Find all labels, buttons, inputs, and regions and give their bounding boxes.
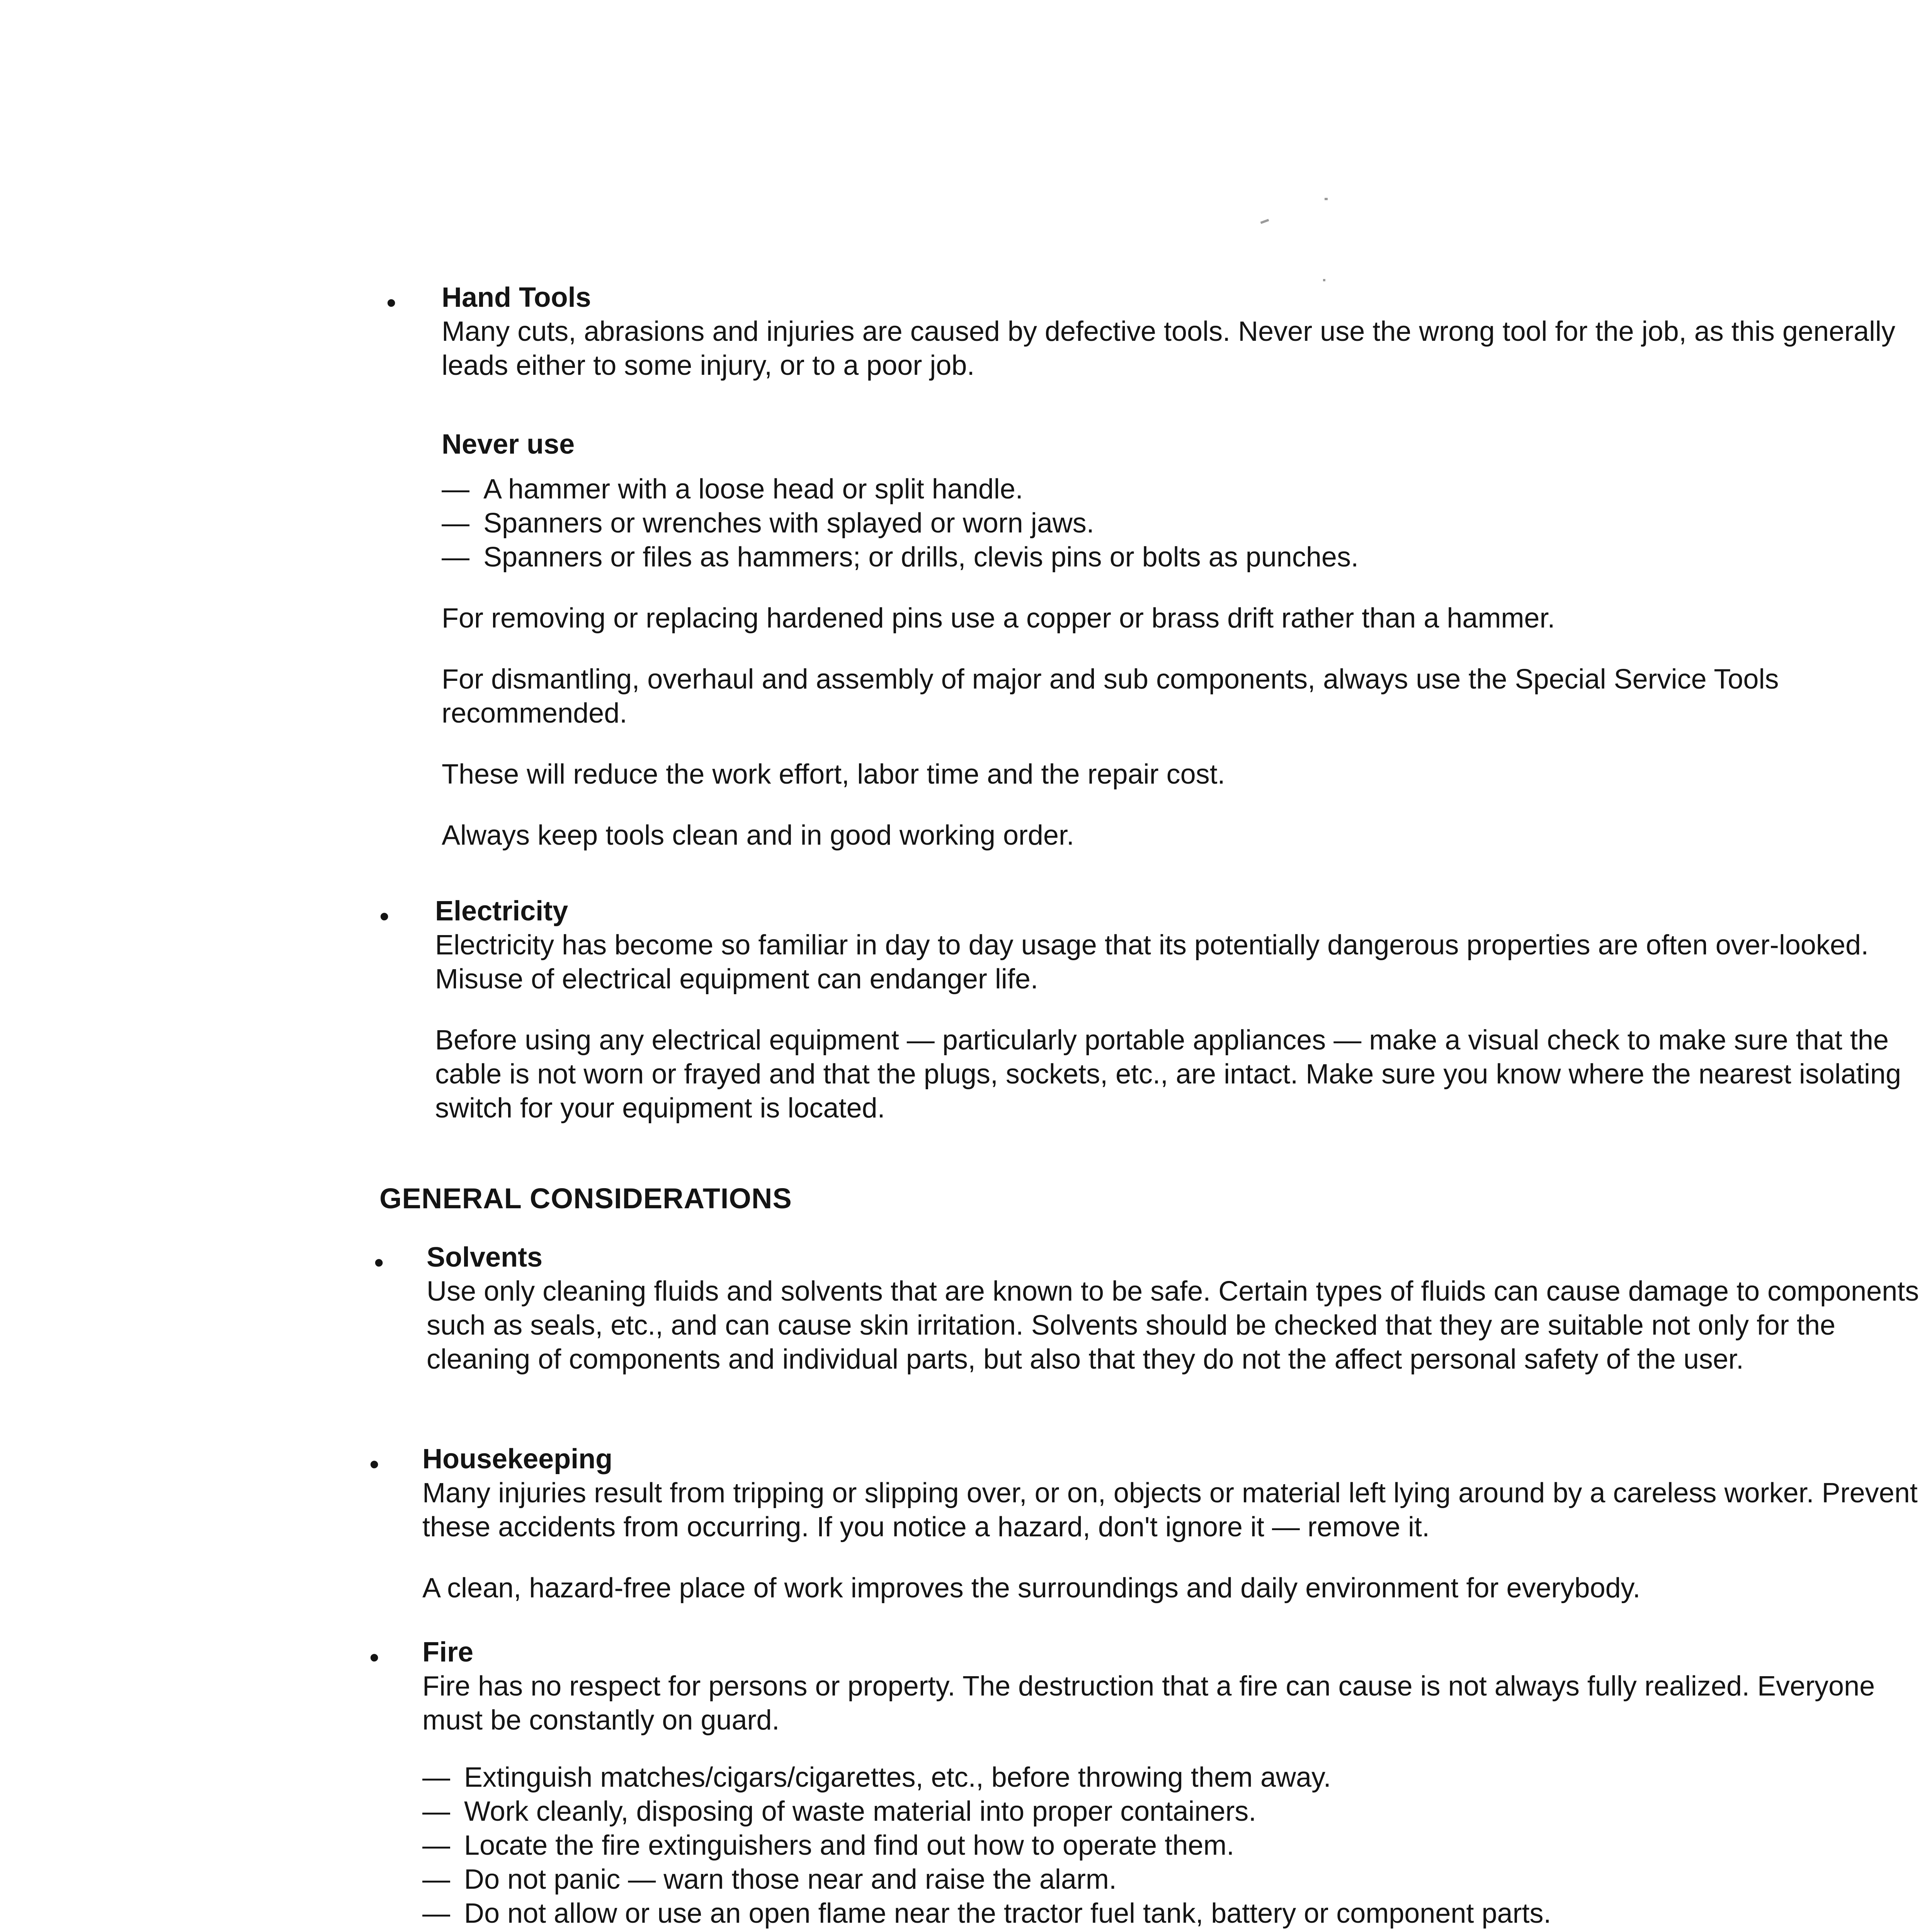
bullet: • [369,1642,379,1673]
bullet: • [379,901,389,932]
solvents-paragraph: Use only cleaning fluids and solvents that are known to be safe. Certain types of fluids can cause damage to components such as seals, etc., and can cause skin irritation. Solvents should be checked that they are suitable not only for the cleaning of components and individual parts, but also that they do not the affect personal safety of the user. [427,1276,1919,1375]
hand-tools-dismantling-paragraph: For dismantling, overhaul and assembly of major and sub components, always use the Special Service Tools recommended. [442,664,1779,729]
housekeeping-paragraph-1: Many injuries result from tripping or slipping over, or on, objects or material left lying around by a careless worker. Prevent these accidents from occurring. If you notice a hazard, don't ignore it — remove it. [422,1478,1918,1543]
hand-tools-heading: Hand Tools [442,282,591,313]
housekeeping-paragraph-2: A clean, hazard-free place of work improves the surroundings and daily environment for everybody. [422,1573,1641,1604]
fire-paragraph: Fire has no respect for persons or property. The destruction that a fire can cause is not always fully realized. Everyone must be constantly on guard. [422,1671,1875,1736]
list-item: — A hammer with a loose head or split handle. [442,472,1932,506]
never-use-heading: Never use [442,429,575,460]
housekeeping-heading: Housekeeping [422,1444,613,1475]
list-item: — Do not allow or use an open flame near the tractor fuel tank, battery or component parts. [422,1896,1932,1930]
fire-heading: Fire [422,1637,474,1668]
electricity-heading: Electricity [435,896,568,927]
section-electricity [435,894,1932,1125]
list-item: — Spanners or wrenches with splayed or worn jaws. [442,506,1932,540]
bullet: • [374,1247,384,1278]
hand-tools-intro: Many cuts, abrasions and injuries are caused by defective tools. Never use the wrong tool for the job, as this generally leads either to some injury, or to a poor job. [442,316,1896,381]
hand-tools-reduce-paragraph: These will reduce the work effort, labor time and the repair cost. [442,759,1225,790]
electricity-paragraph-2: Before using any electrical equipment — particularly portable appliances — make a visual check to make sure that the cable is not worn or frayed and that the plugs, sockets, etc., are intact. Make sure you know where the nearest isolating switch for your equipment is located. [435,1025,1901,1124]
bullet: • [386,287,396,318]
list-item: — Do not panic — warn those near and raise the alarm. [422,1862,1932,1896]
general-considerations-heading: GENERAL CONSIDERATIONS [379,1182,792,1214]
list-item: — Locate the fire extinguishers and find out how to operate them. [422,1828,1932,1862]
hand-tools-keep-paragraph: Always keep tools clean and in good working order. [442,820,1074,851]
bullet: • [369,1449,379,1480]
scan-speck [1260,219,1269,224]
section-fire [422,1635,1932,1930]
list-item: — Spanners or files as hammers; or drills, clevis pins or bolts as punches. [442,540,1932,574]
section-solvents [427,1240,1932,1376]
section-housekeeping [422,1442,1932,1605]
section-hand-tools [442,281,1932,852]
electricity-paragraph-1: Electricity has become so familiar in day to day usage that its potentially dangerous properties are often over-looked. Misuse of electrical equipment can endanger life. [435,930,1869,995]
never-use-list [442,472,1932,574]
solvents-heading: Solvents [427,1242,543,1273]
list-item: — Work cleanly, disposing of waste material into proper containers. [422,1794,1932,1828]
scan-speck [1325,198,1328,200]
hand-tools-removing-paragraph: For removing or replacing hardened pins use a copper or brass drift rather than a hammer. [442,603,1555,634]
list-item: — Extinguish matches/cigars/cigarettes, etc., before throwing them away. [422,1760,1932,1794]
fire-precautions-list [422,1760,1932,1930]
